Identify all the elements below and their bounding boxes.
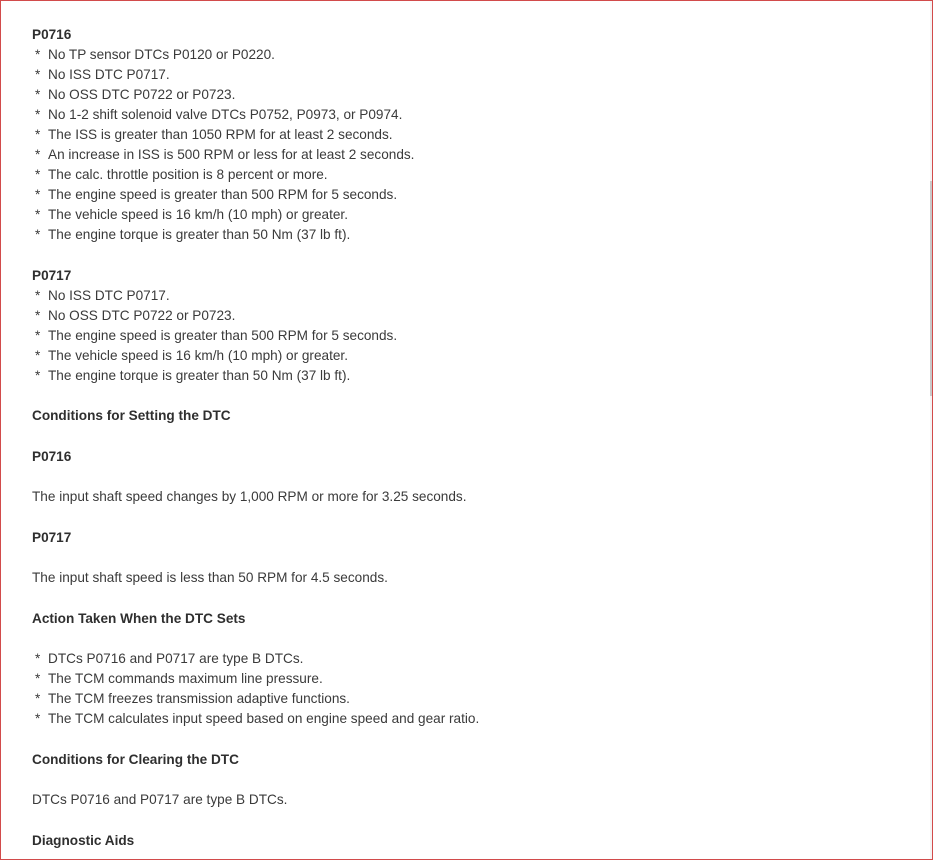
list-item [32, 649, 912, 669]
list-item [32, 366, 912, 386]
scrollbar-thumb[interactable] [930, 181, 932, 396]
setting-p0717-text: The input shaft speed is less than 50 RPM for 4.5 seconds. [32, 570, 388, 585]
list-item-text: The calc. throttle position is 8 percent or more. [48, 167, 328, 182]
list-item-text: No 1-2 shift solenoid valve DTCs P0752, P0973, or P0974. [48, 107, 403, 122]
list-item-text: The engine torque is greater than 50 Nm (37 lb ft). [48, 227, 351, 242]
clearing-conditions-heading: Conditions for Clearing the DTC [32, 751, 239, 767]
bullet-star: * [35, 127, 41, 142]
bullet-star: * [35, 107, 41, 122]
spacer [32, 245, 912, 266]
list-item-text: The TCM commands maximum line pressure. [48, 671, 323, 686]
spacer [32, 588, 912, 609]
list-item-text: The vehicle speed is 16 km/h (10 mph) or greater. [48, 207, 348, 222]
list-item [32, 65, 912, 85]
bullet-star: * [35, 187, 41, 202]
section-heading-p0716: P0716 [32, 27, 72, 42]
bullet-star: * [35, 47, 41, 62]
action-taken-list [32, 649, 912, 729]
bullet-star: * [35, 327, 41, 343]
p0716-conditions-list [32, 45, 912, 245]
setting-p0716-heading: P0716 [32, 448, 72, 464]
spacer [32, 467, 912, 488]
clearing-conditions-text: DTCs P0716 and P0717 are type B DTCs. [32, 792, 288, 807]
bullet-star: * [35, 167, 41, 182]
spacer [32, 729, 912, 750]
setting-p0716-text: The input shaft speed changes by 1,000 RPM or more for 3.25 seconds. [32, 489, 467, 504]
bullet-star: * [35, 67, 41, 82]
spacer [32, 548, 912, 569]
list-item [32, 125, 912, 145]
setting-p0717-heading: P0717 [32, 529, 72, 545]
spacer [32, 810, 912, 831]
list-item-text: No TP sensor DTCs P0120 or P0220. [48, 47, 275, 62]
list-item-text: The vehicle speed is 16 km/h (10 mph) or greater. [48, 347, 348, 363]
bullet-star: * [35, 287, 41, 303]
list-item-text: The engine torque is greater than 50 Nm (37 lb ft). [48, 367, 351, 383]
list-item-text: No OSS DTC P0722 or P0723. [48, 87, 236, 102]
list-item [32, 689, 912, 709]
spacer [32, 770, 912, 791]
bullet-star: * [35, 87, 41, 102]
vertical-scrollbar[interactable] [930, 1, 932, 859]
list-item [32, 225, 912, 245]
diagnostic-aids-heading: Diagnostic Aids [32, 832, 135, 848]
bullet-star: * [35, 347, 41, 363]
list-item-text: No ISS DTC P0717. [48, 287, 170, 303]
bullet-star: * [35, 227, 41, 242]
list-item [32, 326, 912, 346]
list-item [32, 669, 912, 689]
list-item [32, 346, 912, 366]
bullet-star: * [35, 711, 41, 726]
list-item [32, 185, 912, 205]
list-item [32, 205, 912, 225]
action-taken-heading: Action Taken When the DTC Sets [32, 610, 246, 626]
list-item-text: The TCM calculates input speed based on engine speed and gear ratio. [48, 711, 480, 726]
list-item [32, 709, 912, 729]
bullet-star: * [35, 147, 41, 162]
spacer [32, 629, 912, 650]
setting-conditions-heading: Conditions for Setting the DTC [32, 408, 231, 423]
bullet-star: * [35, 651, 41, 666]
list-item-text: The engine speed is greater than 500 RPM for 5 seconds. [48, 327, 398, 343]
bullet-star: * [35, 367, 41, 383]
list-item-text: The engine speed is greater than 500 RPM for 5 seconds. [48, 187, 398, 202]
list-item-text: DTCs P0716 and P0717 are type B DTCs. [48, 651, 304, 666]
list-item-text: An increase in ISS is 500 RPM or less for at least 2 seconds. [48, 147, 415, 162]
spacer [32, 386, 912, 407]
bullet-star: * [35, 671, 41, 686]
list-item-text: No OSS DTC P0722 or P0723. [48, 307, 236, 323]
list-item-text: The TCM freezes transmission adaptive functions. [48, 691, 350, 706]
list-item-text: No ISS DTC P0717. [48, 67, 170, 82]
list-item [32, 45, 912, 65]
spacer [32, 507, 912, 528]
spacer [32, 426, 912, 447]
p0717-conditions-list [32, 286, 912, 386]
list-item-text: The ISS is greater than 1050 RPM for at least 2 seconds. [48, 127, 393, 142]
list-item [32, 145, 912, 165]
bullet-star: * [35, 307, 41, 323]
section-heading-p0717: P0717 [32, 267, 72, 283]
list-item [32, 105, 912, 125]
list-item [32, 165, 912, 185]
bullet-star: * [35, 691, 41, 706]
list-item [32, 85, 912, 105]
bullet-star: * [35, 207, 41, 222]
list-item [32, 286, 912, 306]
list-item [32, 306, 912, 326]
document-content [32, 25, 912, 851]
